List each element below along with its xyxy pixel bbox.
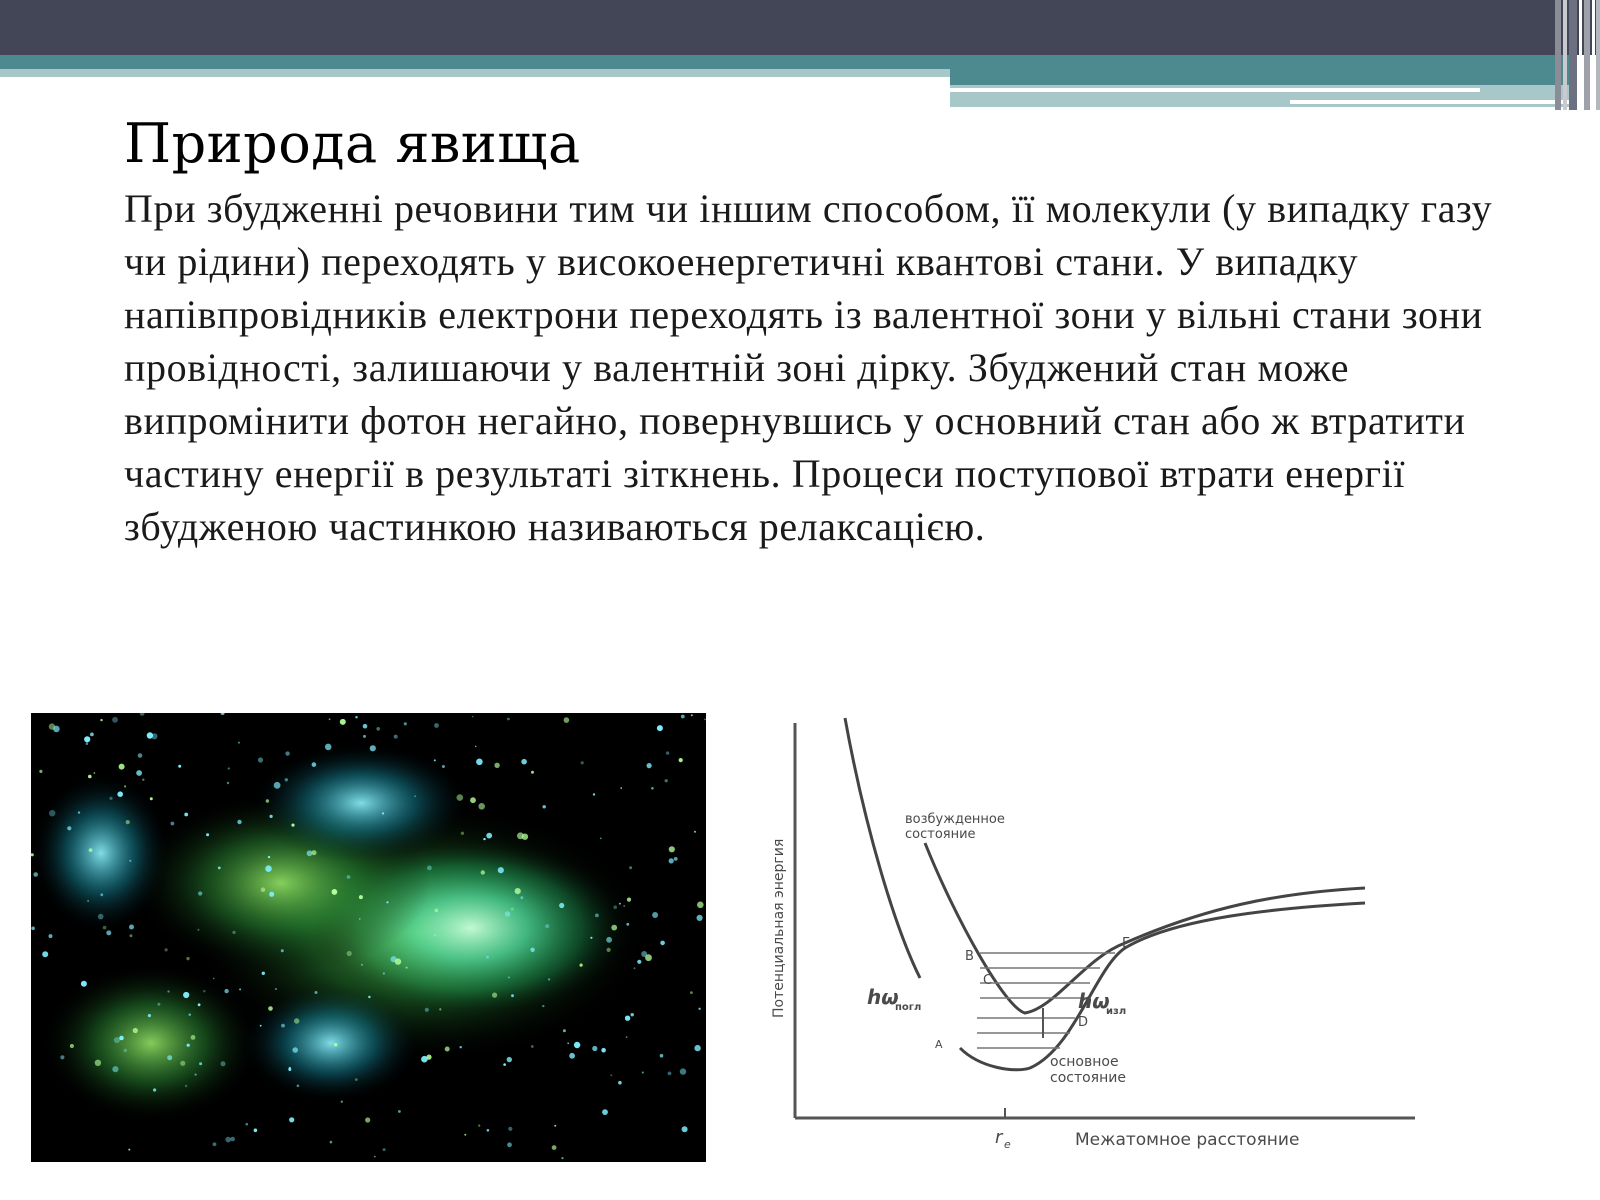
sparkle [606,937,612,943]
sparkle [365,1117,370,1122]
sparkle [100,893,103,896]
sparkle [87,900,89,902]
sparkle [340,719,346,725]
sparkle [382,812,384,814]
sparkle [554,1125,556,1127]
sparkle [184,813,188,817]
sparkle [665,779,668,782]
sparkle [637,960,641,964]
sparkle [359,895,363,899]
point-e-label: E [1122,936,1131,951]
sparkle [623,905,625,907]
sparkle [225,1137,231,1143]
sparkle [254,1129,258,1133]
sparkle [607,948,611,952]
sparkle [89,848,93,852]
sparkle [494,763,499,768]
sparkle [564,717,570,723]
sparkle [312,850,317,855]
sparkle [39,770,42,773]
sparkle [690,991,693,994]
sparkle [697,902,704,909]
sparkle [542,1005,544,1007]
sparkle [191,1035,196,1040]
photon-absorption-label: hω [867,985,899,1009]
sparkle [119,764,125,770]
sparkle [261,887,266,892]
sparkle [657,725,663,731]
sparkle [221,1061,226,1066]
sparkle [563,1029,566,1032]
sparkle [631,1013,634,1016]
sparkle [78,811,80,813]
sparkle [626,1036,628,1038]
sparkle [543,805,546,808]
sparkle [95,1060,101,1066]
sparkle [374,1156,376,1158]
sparkle [634,967,636,969]
sparkle [395,958,401,964]
sparkle [126,820,130,824]
sparkle [507,718,510,721]
sparkle [620,787,622,789]
header-divider-line-short [1290,100,1570,104]
sparkle [697,915,703,921]
sparkle [227,782,229,784]
sparkle [315,991,318,994]
sparkle [330,1141,333,1144]
sparkle [329,718,331,720]
sparkle [511,908,514,911]
sparkle [292,1047,298,1053]
sparkle [600,838,602,840]
sparkle [680,1068,686,1074]
sparkle [674,857,678,861]
sparkle [124,1049,127,1052]
sparkle [262,972,265,975]
sparkle [195,1074,197,1076]
sparkle [460,1046,462,1048]
sparkle [666,751,669,754]
excited-state-label-line1: возбужденное [905,812,1005,827]
sparkle [151,733,157,739]
sparkle [660,941,665,946]
sparkle [42,951,48,957]
sparkle [505,911,510,916]
sparkle [129,925,134,930]
sparkle [619,903,621,905]
sparkle [246,1123,249,1126]
sparkle [86,742,89,745]
sparkle [593,793,595,795]
sparkle [148,1014,151,1017]
sparkle [266,799,269,802]
sparkle [404,722,407,725]
sparkle [574,1042,580,1048]
point-b-label: B [965,949,974,964]
sparkle [682,1126,688,1132]
sparkle [679,758,683,762]
sparkle [100,719,102,721]
sparkle [559,903,564,908]
sparkle [626,923,629,926]
sparkle [602,1109,608,1115]
photon-absorption-subscript: погл [895,1002,922,1013]
sparkle [117,791,123,797]
sparkle [383,1148,386,1151]
sparkle [569,1053,575,1059]
sparkle [341,1101,343,1103]
sparkle [347,875,351,879]
point-a-label: A [935,1038,943,1051]
sparkle [203,990,205,992]
sparkle [94,772,96,774]
sparkle [198,891,202,895]
sparkle [552,1145,557,1150]
sparkle [652,912,658,918]
sparkle [426,1055,431,1060]
sparkle [265,865,272,872]
sparkle [53,726,60,733]
sparkle [425,1008,429,1012]
sparkle [106,930,111,935]
sparkle [457,794,464,801]
sparkle [269,892,274,897]
sparkle [669,858,674,863]
sparkle [84,736,90,742]
sparkle [150,797,153,800]
sparkle [618,1081,622,1085]
sparkle [592,1046,597,1051]
sparkle [171,822,175,826]
sparkle [642,1072,644,1074]
sparkle [128,1149,130,1151]
sparkle [213,1142,217,1146]
sparkle [224,989,228,993]
luminescence-photo [31,713,706,1162]
sparkle [427,866,432,871]
sparkle [347,951,352,956]
sparkle [508,976,510,978]
sparkle [507,1142,512,1147]
sparkle [647,763,652,768]
sparkle [508,1127,512,1131]
sparkle [561,1157,563,1159]
sparkle [520,896,523,899]
sparkle [691,714,693,716]
sparkle [67,826,71,830]
photon-emission-subscript: изл [1106,1006,1127,1017]
sparkle [507,1057,512,1062]
sparkle [268,856,270,858]
sparkle [213,978,215,980]
sparkle [660,1054,664,1058]
sparkle [289,1117,294,1122]
sparkle [668,1072,672,1076]
sparkle [361,964,363,966]
sparkle [567,1042,569,1044]
sparkle [199,1062,202,1065]
sparkle [119,1036,124,1041]
equilibrium-distance-subscript: e [1004,1138,1011,1151]
sparkle [476,759,483,766]
sparkle [503,1063,506,1066]
sparkle [483,838,485,840]
sparkle [230,1137,235,1142]
sparkle [694,831,696,833]
sparkle [291,824,294,827]
sparkle [103,926,107,930]
sparkle [651,787,654,790]
sparkle [611,925,617,931]
sparkle [165,948,168,951]
header-corner-strips [1555,0,1600,110]
sparkle [183,992,189,998]
sparkle [334,1043,337,1046]
sparkle [355,1078,358,1081]
sparkle [363,724,368,729]
sparkle [363,735,366,738]
sparkle [398,1110,401,1113]
sparkle [281,949,284,952]
slide-title: Природа явища [124,112,581,175]
header-pale-band [0,69,950,77]
sparkle [239,988,241,990]
sparkle [142,779,144,781]
sparkle [294,1018,299,1023]
sparkle [197,929,199,931]
sparkle [307,850,313,856]
sparkle [434,934,436,936]
sparkle [167,1055,172,1060]
sparkle [517,832,524,839]
sparkle [218,867,221,870]
sparkle [112,1066,118,1072]
sparkle [70,1044,74,1048]
sparkle [206,833,209,836]
sparkle [681,715,685,719]
sparkle [133,1028,138,1033]
sparkle [189,1014,191,1016]
sparkle [167,990,169,992]
header-bar [0,0,1600,55]
sparkle [486,956,489,959]
sparkle [531,1045,534,1048]
sparkle [475,746,477,748]
sparkle [641,951,647,957]
sparkle [124,785,126,787]
sparkle [581,761,584,764]
sparkle [136,770,142,776]
sparkle [370,745,376,751]
slide-body-text: При збудженні речовини тим чи іншим способом, її молекули (у випадку газу чи рідини) переходять у високоенергетичні квантові стани. У випадку напівпровідників електрони переходять із валентної зони у вільні стани зони провідності, залишаючи у валентній зоні дірку. Збуджений стан може випромінити фотон негайно, повернувшись у основний стан або ж втратити частину енергії в результаті зіткнень. Процеси поступової втрати енергії збудженою частинкою називаються релаксацією. [124,186,1493,549]
sparkle [232,931,235,934]
sparkle [442,765,445,768]
sparkle [297,1085,300,1088]
sparkle [595,914,599,918]
sparkle [548,978,550,980]
sparkle [60,1055,64,1059]
sparkle [521,759,527,765]
sparkle [49,810,55,816]
sparkle [312,762,317,767]
sparkle [258,757,263,762]
sparkle [180,1061,185,1066]
sparkle [464,1134,466,1136]
sparkle [694,1045,700,1051]
sparkle [531,771,534,774]
sparkle [487,1129,490,1132]
sparkle [511,994,514,997]
sparkle [238,742,240,744]
sparkle [435,909,439,913]
sparkle [112,717,118,723]
sparkle [88,775,92,779]
ground-state-label-line2: состояние [1050,1070,1126,1086]
sparkle [545,924,549,928]
sparkle [274,782,281,789]
sparkle [601,1048,606,1053]
sparkle [383,972,385,974]
sparkle [478,1125,480,1127]
sparkle [613,905,617,909]
sparkle [187,1044,190,1047]
sparkle [268,1006,273,1011]
sparkle [90,733,94,737]
equilibrium-distance-label: r [995,1127,1003,1148]
sparkle [629,866,632,869]
sparkle [530,948,534,952]
sparkle [98,914,104,920]
sparkle [406,967,408,969]
sparkle [376,727,380,731]
sparkle [359,918,361,920]
sparkle [185,1085,187,1087]
sparkle [270,815,273,818]
sparkle [590,937,592,939]
header-teal-band [0,55,1570,69]
sparkle [325,744,332,751]
sparkle [669,846,675,852]
sparkle [580,964,583,967]
potential-energy-diagram [755,708,1535,1178]
sparkle [698,1008,700,1010]
sparkle [627,898,631,902]
sparkle [275,988,277,990]
sparkle [288,1068,291,1071]
photon-emission-label: hω [1078,989,1110,1013]
header-divider-line [950,88,1480,92]
sparkle [285,778,288,781]
sparkle [114,1037,120,1043]
sparkle [610,1074,612,1076]
sparkle [31,927,35,931]
sparkle [157,1003,160,1006]
sparkle [138,753,143,758]
sparkle [281,1024,285,1028]
sparkle [515,888,521,894]
y-axis-label: Потенциальная энергия [771,838,787,1018]
sparkle [178,765,181,768]
sparkle [81,981,87,987]
sparkle [434,759,436,761]
sparkle [49,934,53,938]
sparkle [478,803,485,810]
sparkle [486,833,492,839]
sparkle [439,1008,441,1010]
sparkle [492,993,497,998]
excited-state-label-line2: состояние [905,827,976,842]
sparkle [260,1025,262,1027]
sparkle [461,832,464,835]
sparkle [472,716,474,718]
sparkle [368,996,370,998]
sparkle [355,716,357,718]
sparkle [228,767,230,769]
sparkle [285,751,289,755]
sparkle [498,867,504,873]
sparkle [625,1016,630,1021]
sparkle [198,1003,201,1006]
sparkle [414,795,416,797]
sparkle [186,957,189,960]
sparkle [386,901,388,903]
sparkle [237,820,241,824]
sparkle [704,719,706,721]
point-d-label: D [1078,1015,1089,1030]
header-teal-step [950,69,1570,85]
sparkle [394,735,398,739]
sparkle [481,870,485,874]
sparkle [130,934,133,937]
ground-state-label-line1: основное [1050,1054,1119,1070]
sparkle [129,860,131,862]
sparkle [470,797,476,803]
x-axis-label: Межатомное расстояние [1075,1130,1300,1150]
sparkle [109,797,112,800]
sparkle [445,1047,450,1052]
sparkle [33,872,38,877]
point-c-label: C [983,973,993,988]
sparkle [153,1088,156,1091]
sparkle [332,889,338,895]
sparkle [434,723,439,728]
